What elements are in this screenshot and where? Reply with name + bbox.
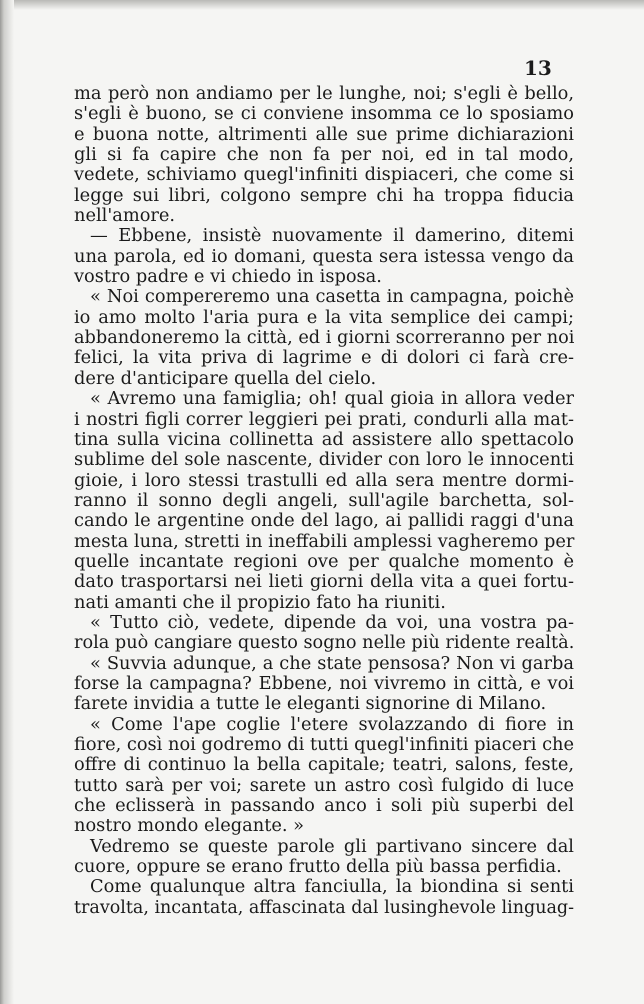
text-line: Come qualunque altra fanciulla, la biondina si senti <box>90 876 574 898</box>
text-line: tutto sarà per voi; sarete un astro così fulgido di luce <box>74 774 574 796</box>
text-line: « Avremo una famiglia; oh! qual gioia in allora veder <box>90 388 574 410</box>
page-top-edge <box>0 0 644 10</box>
text-line: dere d'anticipare quella del cielo. <box>74 367 377 389</box>
text-line: quelle incantate regioni ove per qualche momento è <box>74 550 574 572</box>
page-binding-edge <box>0 0 14 1004</box>
text-line: una parola, ed io domani, questa sera istessa vengo da <box>74 245 574 267</box>
text-line: abbandoneremo la città, ed i giorni scorreranno per noi <box>74 328 575 349</box>
text-line: e buona notte, altrimenti alle sue prime dichiarazioni <box>74 123 574 145</box>
text-line: — Ebbene, insistè nuovamente il damerino, ditemi <box>90 225 574 247</box>
text-line: vostro padre e vi chiedo in isposa. <box>74 266 382 288</box>
text-line: ranno il sonno degli angeli, sull'agile barchetta, sol- <box>74 489 574 511</box>
text-line: nati amanti che il propizio fato ha riuniti. <box>74 591 446 613</box>
body-text <box>74 84 574 918</box>
text-line: nell'amore. <box>74 205 176 227</box>
text-line: « Noi compereremo una casetta in campagna, poichè <box>90 286 574 308</box>
text-line: « Suvvia adunque, a che state pensosa? Non vi garba <box>90 652 574 674</box>
text-line: dato trasportarsi nei lieti giorni della vita a quei fortu- <box>74 571 574 593</box>
text-line: io amo molto l'aria pura e la vita semplice dei campi; <box>74 306 574 328</box>
text-line: felici, la vita priva di lagrime e di dolori ci farà cre- <box>74 347 574 369</box>
text-line: ma però non andiamo per le lunghe, noi; s'egli è bello, <box>74 83 574 104</box>
text-line: « Come l'ape coglie l'etere svolazzando di fiore in <box>90 713 574 735</box>
text-line: i nostri figli correr leggieri pei prati, condurli alla mat- <box>74 408 574 430</box>
text-line: gioie, i loro stessi trastulli ed alla sera mentre dormi- <box>74 469 574 491</box>
text-line: s'egli è buono, se ci conviene insomma ce lo sposiamo <box>74 103 574 125</box>
text-line: travolta, incantata, affascinata dal lusinghevole linguag- <box>74 897 575 918</box>
page-number: 13 <box>524 56 552 80</box>
text-line: « Tutto ciò, vedete, dipende da voi, una vostra pa- <box>90 611 574 633</box>
text-line: Vedremo se queste parole gli partivano sincere dal <box>90 835 574 857</box>
text-line: farete invidia a tutte le eleganti signorine di Milano. <box>74 693 547 715</box>
text-line: cuore, oppure se erano frutto della più bassa perfidia. <box>74 856 562 878</box>
text-line: vedete, schiviamo quegl'infiniti dispiaceri, che come si <box>74 164 574 186</box>
text-line: legge sui libri, colgono sempre chi ha troppa fiducia <box>74 184 574 206</box>
text-line: gli si fa capire che non fa per noi, ed in tal modo, <box>74 144 574 166</box>
text-line: tina sulla vicina collinetta ad assistere allo spettacolo <box>74 428 574 450</box>
text-line: fiore, così noi godremo di tutti quegl'infiniti piaceri che <box>74 734 575 755</box>
text-line: sublime del sole nascente, divider con loro le innocenti <box>74 449 574 471</box>
text-line: mesta luna, stretti in ineffabili amplessi vagheremo per <box>74 530 575 552</box>
text-line: offre di continuo la bella capitale; teatri, salons, feste, <box>74 754 574 776</box>
text-line: nostro mondo elegante. » <box>74 815 305 837</box>
text-line: rola può cangiare questo sogno nelle più ridente realtà. <box>74 633 575 654</box>
text-line: forse la campagna? Ebbene, noi vivremo in città, e voi <box>74 672 574 694</box>
text-line: cando le argentine onde del lago, ai pallidi raggi d'una <box>74 510 574 532</box>
text-line: che eclisserà in passando anco i soli più superbi del <box>74 795 574 817</box>
